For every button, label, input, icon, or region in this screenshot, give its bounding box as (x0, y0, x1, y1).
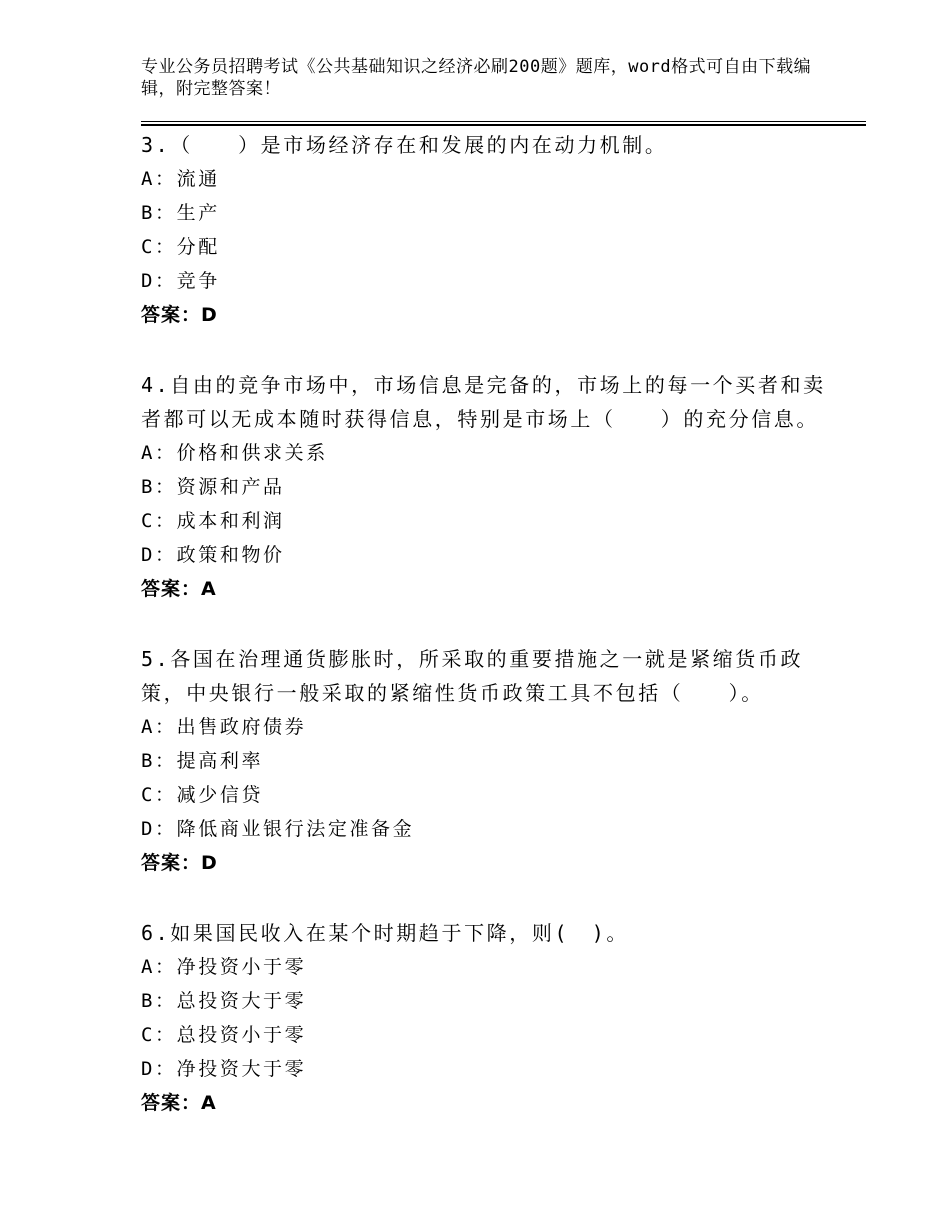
question-text: 6.如果国民收入在某个时期趋于下降，则( )。 (141, 921, 629, 945)
option-c: C：成本和利润 (141, 510, 285, 532)
answer: 答案：A (141, 578, 217, 600)
option-c: C：减少信贷 (141, 784, 264, 806)
document-header: 专业公务员招聘考试《公共基础知识之经济必刷200题》题库，word格式可自由下载编辑，附完整答案！ (141, 57, 812, 99)
option-a: A：流通 (141, 168, 220, 190)
option-a: A：价格和供求关系 (141, 442, 328, 464)
question-text: 4.自由的竞争市场中，市场信息是完备的，市场上的每一个买者和卖者都可以无成本随时获得信息，特别是市场上（ ）的充分信息。 (141, 373, 826, 431)
answer: 答案：A (141, 1092, 217, 1114)
question-4 (141, 368, 841, 606)
option-d: D：竞争 (141, 270, 220, 292)
answer: 答案：D (141, 304, 218, 326)
question-5 (141, 642, 841, 880)
option-d: D：净投资大于零 (141, 1058, 307, 1080)
option-a: A：出售政府债券 (141, 716, 307, 738)
option-b: B：总投资大于零 (141, 990, 307, 1012)
question-text: 3.（ ）是市场经济存在和发展的内在动力机制。 (141, 133, 668, 157)
option-d: D：政策和物价 (141, 544, 285, 566)
option-b: B：提高利率 (141, 750, 264, 772)
question-list (141, 128, 841, 1156)
option-c: C：分配 (141, 236, 220, 258)
question-3 (141, 128, 841, 332)
header-divider-thick (141, 124, 866, 126)
option-d: D：降低商业银行法定准备金 (141, 818, 415, 840)
option-a: A：净投资小于零 (141, 956, 307, 978)
option-b: B：生产 (141, 202, 220, 224)
answer: 答案：D (141, 852, 218, 874)
option-b: B：资源和产品 (141, 476, 285, 498)
option-c: C：总投资小于零 (141, 1024, 307, 1046)
question-6 (141, 916, 841, 1120)
header-divider-thin (141, 121, 866, 122)
question-text: 5.各国在治理通货膨胀时，所采取的重要措施之一就是紧缩货币政策，中央银行一般采取的紧缩性货币政策工具不包括（ ）。 (141, 647, 804, 705)
